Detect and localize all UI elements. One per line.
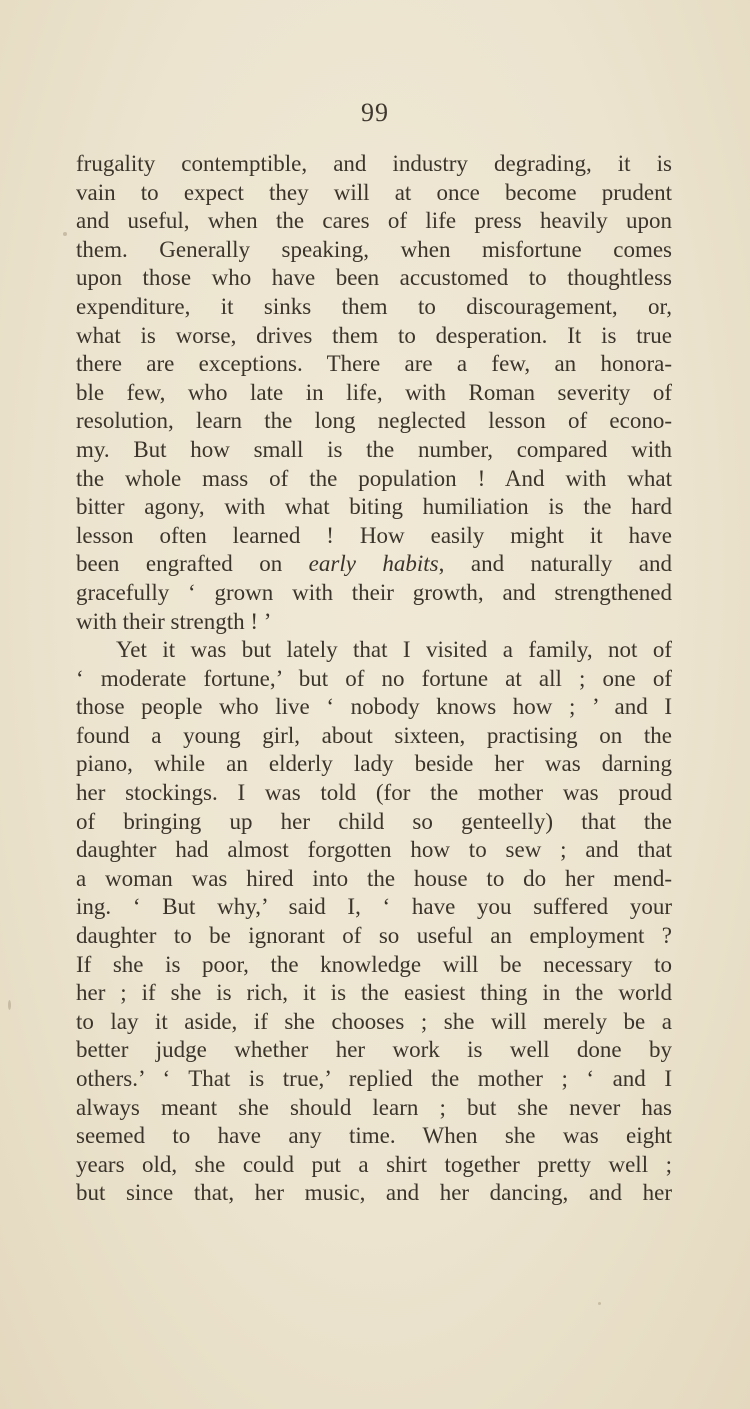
text-line: of bringing up her child so genteelly) that the (76, 808, 672, 834)
text-line: vain to expect they will at once become prudent (76, 179, 672, 205)
text-line: to lay it aside, if she chooses ; she will merely be a (76, 1008, 672, 1034)
text-line: with their strength ! ’ (76, 608, 272, 634)
text-line: ‘ moderate fortune,’ but of no fortune at all ; one of (76, 665, 672, 691)
text-line: a woman was hired into the house to do her mend- (76, 865, 672, 891)
text-line: years old, she could put a shirt together pretty well ; (76, 1151, 672, 1177)
text-line: piano, while an elderly lady beside her was darning (76, 751, 672, 777)
text-line: seemed to have any time. When she was eight (76, 1123, 672, 1149)
text-line: frugality contemptible, and industry degrading, it is (76, 151, 672, 176)
paper-speck (63, 232, 67, 236)
text-line: but since that, her music, and her dancing, and her (76, 1180, 672, 1206)
text-line: upon those who have been accustomed to thoughtless (76, 265, 672, 291)
body-text (76, 150, 672, 1208)
text-line: others.’ ‘ That is true,’ replied the mother ; ‘ and I (76, 1066, 672, 1091)
text-line: her ; if she is rich, it is the easiest thing in the world (76, 980, 672, 1006)
text-line: ble few, who late in life, with Roman severity of (76, 379, 672, 405)
text-line: bitter agony, with what biting humiliation is the hard (76, 494, 672, 520)
text-line: found a young girl, about sixteen, practising on the (76, 722, 672, 748)
text-line: there are exceptions. There are a few, an honora- (76, 351, 672, 377)
text-line: Yet it was but lately that I visited a family, not of (116, 637, 672, 663)
text-line: my. But how small is the number, compared with (76, 436, 672, 462)
text-line: expenditure, it sinks them to discouragement, or, (76, 293, 672, 319)
text-line: what is worse, drives them to desperation. It is true (76, 322, 672, 348)
page-number: 99 (361, 98, 389, 127)
paper-speck (8, 1000, 11, 1010)
text-line: them. Generally speaking, when misfortune comes (76, 236, 672, 262)
text-line: ing. ‘ But why,’ said I, ‘ have you suffered your (76, 894, 672, 920)
text-line: and useful, when the cares of life press heavily upon (76, 208, 672, 234)
paper-speck (598, 1302, 601, 1305)
text-line: better judge whether her work is well done by (76, 1037, 672, 1063)
text-line: lesson often learned ! How easily might it have (76, 522, 672, 548)
text-line: resolution, learn the long neglected lesson of econo- (76, 408, 672, 434)
text-line: always meant she should learn ; but she never has (76, 1094, 672, 1120)
text-line: If she is poor, the knowledge will be necessary to (76, 951, 672, 977)
text-line (76, 550, 672, 579)
text-segment: been engrafted on (76, 551, 309, 577)
text-line: gracefully ‘ grown with their growth, and strengthened (76, 579, 672, 605)
text-line: daughter to be ignorant of so useful an employment ? (76, 923, 672, 949)
text-line: her stockings. I was told (for the mother was proud (76, 780, 672, 806)
text-line: those people who live ‘ nobody knows how ; ’ and I (76, 694, 672, 720)
text-line: daughter had almost forgotten how to sew ; and that (76, 837, 672, 863)
text-line: the whole mass of the population ! And with what (76, 465, 672, 491)
italic-phrase: early habits (308, 551, 439, 577)
text-segment: , and naturally and (438, 551, 672, 577)
